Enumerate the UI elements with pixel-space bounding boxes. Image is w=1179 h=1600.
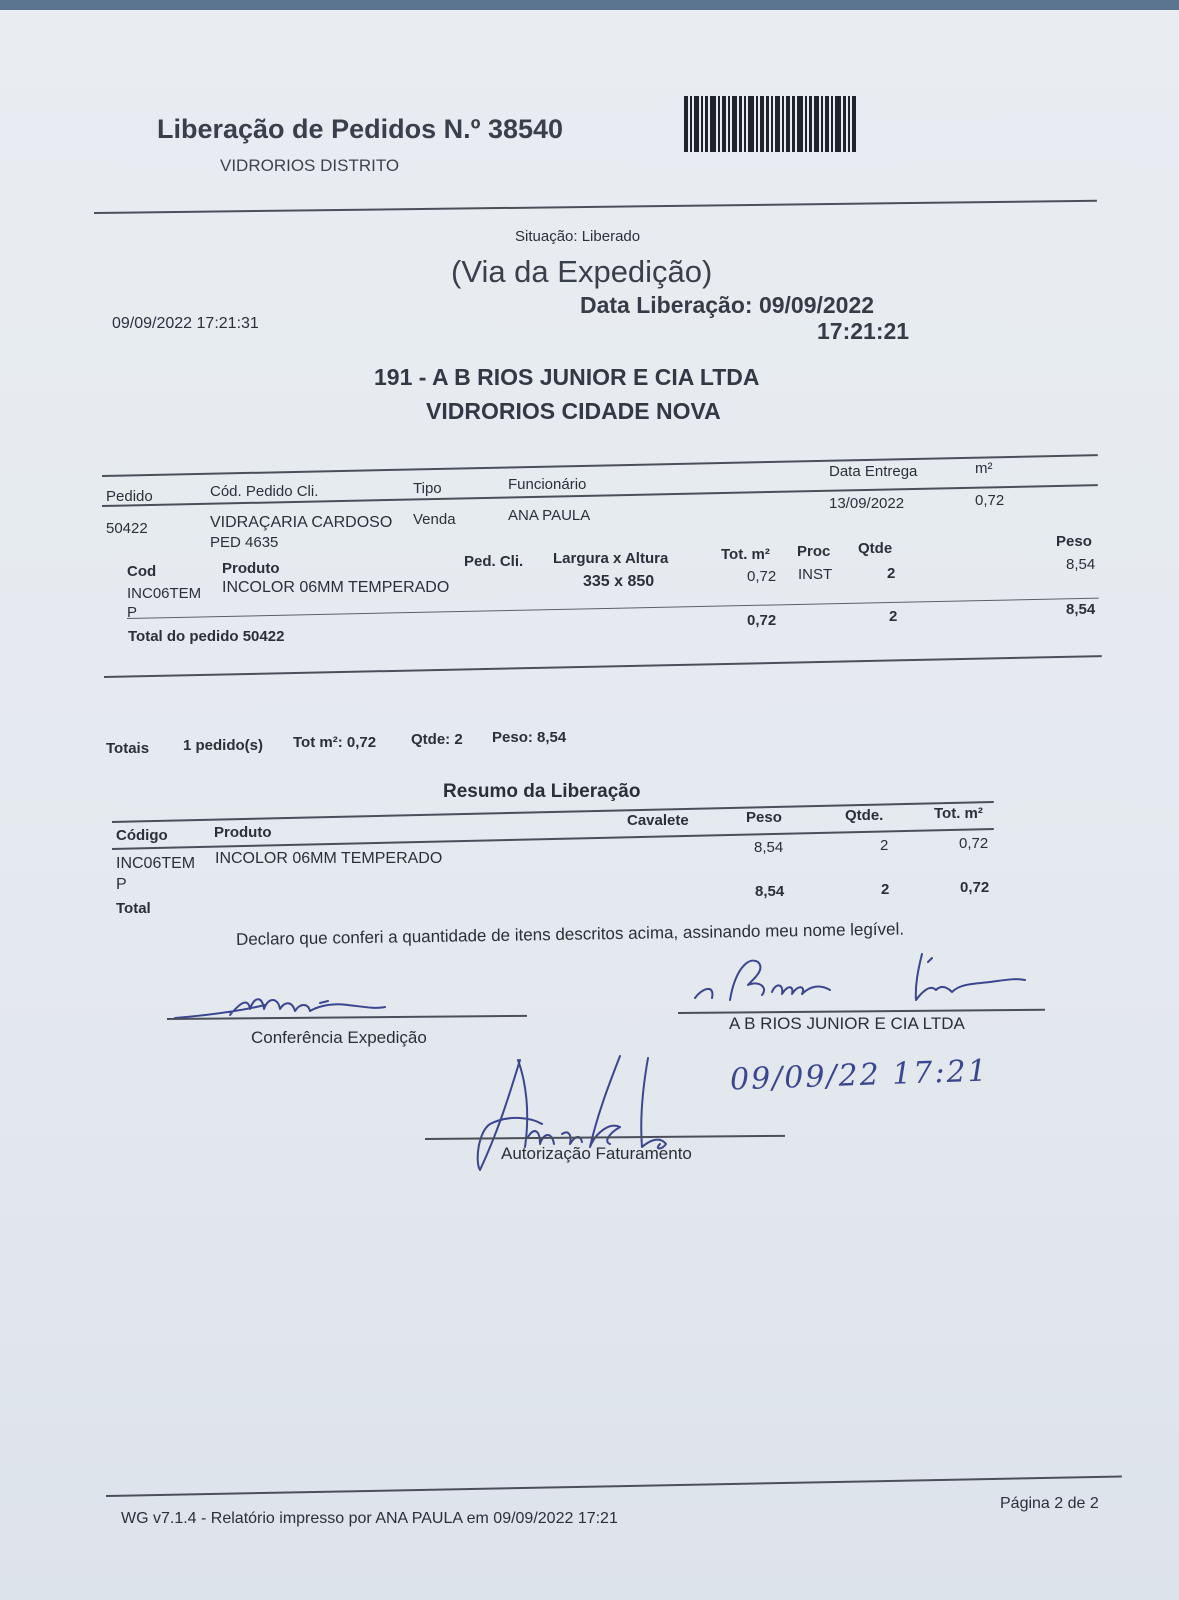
barcode-icon bbox=[684, 96, 862, 152]
item-peso: 8,54 bbox=[1066, 556, 1096, 573]
declaration-text: Declaro que conferi a quantidade de itens descritos acima, assinando meu nome legível. bbox=[235, 919, 905, 949]
order-data-entrega: 13/09/2022 bbox=[829, 495, 905, 512]
item-col-proc: Proc bbox=[797, 543, 831, 560]
order-total-label: Total do pedido 50422 bbox=[128, 628, 285, 645]
col-m2: m² bbox=[975, 460, 993, 477]
summary-codigo-1: INC06TEM bbox=[116, 855, 196, 872]
summary-col-qtde: Qtde. bbox=[845, 807, 884, 824]
summary-codigo-2: P bbox=[116, 876, 127, 893]
page-top-edge bbox=[0, 0, 1179, 10]
item-tot-m2: 0,72 bbox=[747, 568, 777, 585]
summary-col-codigo: Código bbox=[116, 827, 168, 844]
totals-pedidos: 1 pedido(s) bbox=[183, 737, 264, 754]
item-total-rule bbox=[127, 598, 1099, 619]
client-branch: VIDRORIOS CIDADE NOVA bbox=[426, 398, 721, 424]
client-name: 191 - A B RIOS JUNIOR E CIA LTDA bbox=[374, 364, 760, 390]
item-col-qtde: Qtde bbox=[858, 540, 893, 557]
summary-produto: INCOLOR 06MM TEMPERADO bbox=[215, 850, 443, 867]
summary-col-cavalete: Cavalete bbox=[627, 812, 689, 829]
item-qtde: 2 bbox=[887, 565, 896, 582]
signature-label-autorizacao: Autorização Faturamento bbox=[501, 1144, 692, 1163]
item-col-tot-m2: Tot. m² bbox=[721, 546, 770, 563]
totals-qtde: Qtde: 2 bbox=[411, 731, 463, 748]
item-col-largura-altura: Largura x Altura bbox=[553, 550, 669, 567]
summary-col-tot-m2: Tot. m² bbox=[934, 805, 983, 822]
item-proc: INST bbox=[798, 566, 833, 583]
totals-peso: Peso: 8,54 bbox=[492, 729, 567, 746]
header-divider bbox=[94, 200, 1097, 214]
status-label: Situação: Liberado bbox=[515, 228, 641, 245]
item-dimensions: 335 x 850 bbox=[583, 573, 655, 590]
col-funcionario: Funcionário bbox=[508, 476, 587, 493]
signature-client bbox=[690, 940, 1040, 1010]
totals-label: Totais bbox=[106, 740, 150, 757]
order-cod-pedido-cli-2: PED 4635 bbox=[210, 534, 279, 551]
item-produto: INCOLOR 06MM TEMPERADO bbox=[222, 579, 450, 596]
print-timestamp: 09/09/2022 17:21:31 bbox=[112, 315, 259, 332]
footer-rule bbox=[106, 1475, 1122, 1497]
order-funcionario: ANA PAULA bbox=[508, 507, 591, 524]
order-total-peso: 8,54 bbox=[1066, 601, 1096, 618]
order-total-qtde: 2 bbox=[889, 608, 898, 625]
order-pedido: 50422 bbox=[106, 520, 148, 537]
item-cod-2: P bbox=[127, 604, 138, 621]
order-m2: 0,72 bbox=[975, 492, 1005, 509]
order-table-bottom-rule bbox=[104, 655, 1102, 678]
item-col-cod: Cod bbox=[127, 563, 157, 580]
summary-total-tot-m2: 0,72 bbox=[960, 879, 990, 896]
summary-col-produto: Produto bbox=[214, 824, 272, 841]
summary-tot-m2: 0,72 bbox=[959, 835, 989, 852]
footer-report-info: WG v7.1.4 - Relatório impresso por ANA PAULA em 09/09/2022 17:21 bbox=[121, 1510, 618, 1527]
item-col-peso: Peso bbox=[1056, 533, 1092, 550]
signature-label-conferencia: Conferência Expedição bbox=[251, 1028, 427, 1047]
summary-total-peso: 8,54 bbox=[755, 883, 785, 900]
document-title: Liberação de Pedidos N.º 38540 bbox=[157, 114, 564, 144]
release-date: Data Liberação: 09/09/2022 bbox=[580, 292, 875, 318]
order-total-tot-m2: 0,72 bbox=[747, 612, 777, 629]
summary-title: Resumo da Liberação bbox=[443, 781, 641, 802]
handwritten-date: 09/09/22 17:21 bbox=[729, 1053, 990, 1098]
signature-label-client: A B RIOS JUNIOR E CIA LTDA bbox=[729, 1014, 965, 1033]
company-name: VIDRORIOS DISTRITO bbox=[220, 156, 400, 175]
col-data-entrega: Data Entrega bbox=[829, 463, 918, 480]
item-col-produto: Produto bbox=[222, 560, 280, 577]
summary-total-qtde: 2 bbox=[881, 881, 890, 898]
summary-total-label: Total bbox=[116, 900, 151, 917]
item-col-ped-cli: Ped. Cli. bbox=[464, 553, 524, 570]
col-cod-pedido-cli: Cód. Pedido Cli. bbox=[210, 483, 319, 500]
summary-peso: 8,54 bbox=[754, 839, 784, 856]
summary-qtde: 2 bbox=[880, 837, 889, 854]
item-cod-1: INC06TEM bbox=[127, 585, 202, 602]
totals-tot-m2: Tot m²: 0,72 bbox=[293, 734, 377, 751]
release-time: 17:21:21 bbox=[817, 318, 910, 344]
copy-type: (Via da Expedição) bbox=[451, 254, 713, 289]
order-cod-pedido-cli-1: VIDRAÇARIA CARDOSO bbox=[210, 514, 393, 531]
summary-col-peso: Peso bbox=[746, 809, 782, 826]
col-tipo: Tipo bbox=[413, 480, 442, 497]
footer-page-number: Página 2 de 2 bbox=[1000, 1495, 1099, 1512]
col-pedido: Pedido bbox=[106, 488, 153, 505]
order-table-top-rule bbox=[102, 454, 1098, 477]
order-tipo: Venda bbox=[413, 511, 456, 528]
